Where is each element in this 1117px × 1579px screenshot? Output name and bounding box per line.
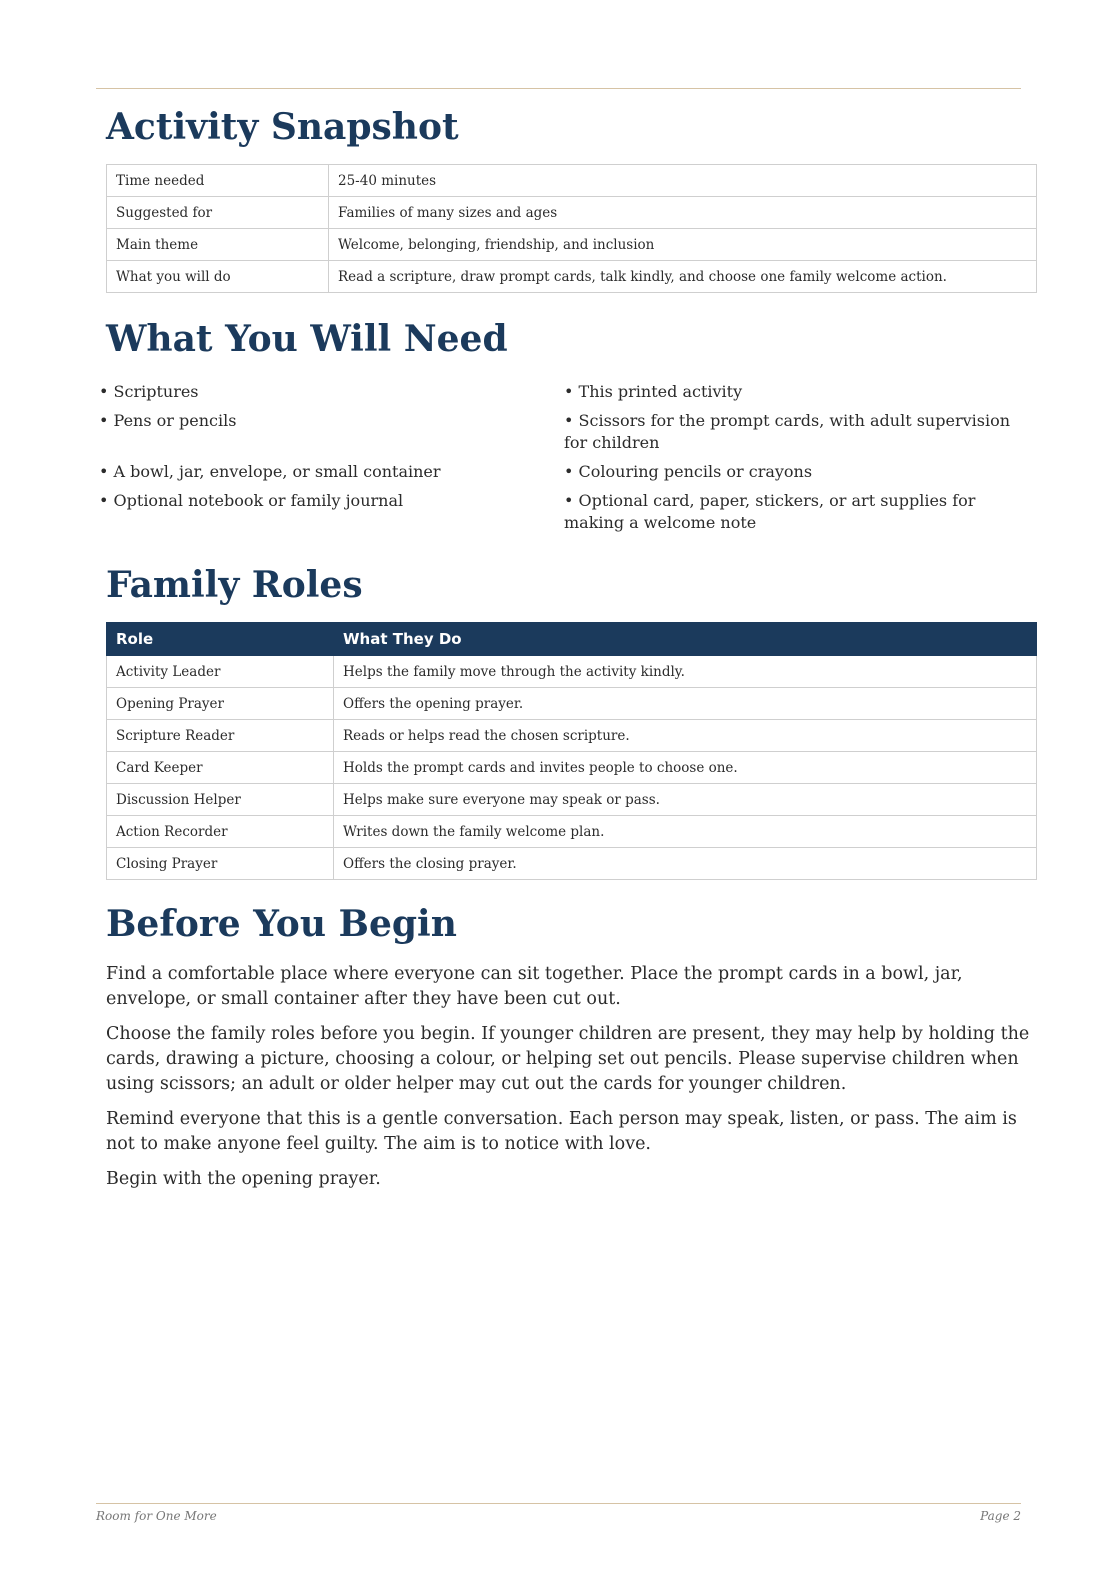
table-row (107, 229, 1037, 261)
column-header-role: Role (107, 623, 334, 656)
role-description: Offers the closing prayer. (334, 848, 1037, 880)
role-description: Holds the prompt cards and invites people to choose one. (334, 752, 1037, 784)
role-description: Helps make sure everyone may speak or pass. (334, 784, 1037, 816)
snapshot-heading: Activity Snapshot (106, 106, 459, 148)
paragraph: Begin with the opening prayer. (106, 1169, 381, 1189)
role-description: Offers the opening prayer. (334, 688, 1037, 720)
snapshot-label: Suggested for (107, 197, 329, 229)
snapshot-value: Welcome, belonging, friendship, and inclusion (329, 229, 1037, 261)
list-item: • Optional card, paper, stickers, or art supplies for making a welcome note (564, 491, 976, 532)
page-content (99, 105, 1036, 1202)
role-description: Reads or helps read the chosen scripture. (334, 720, 1037, 752)
role-description: Writes down the family welcome plan. (334, 816, 1037, 848)
list-item: • Scissors for the prompt cards, with adult supervision for children (564, 411, 1011, 452)
list-item: • Pens or pencils (99, 411, 237, 430)
role-name: Scripture Reader (107, 720, 334, 752)
roles-heading: Family Roles (106, 564, 363, 606)
role-name: Discussion Helper (107, 784, 334, 816)
snapshot-label: Main theme (107, 229, 329, 261)
role-name: Closing Prayer (107, 848, 334, 880)
list-item: • Optional notebook or family journal (99, 491, 404, 510)
role-name: Opening Prayer (107, 688, 334, 720)
page-number: Page 2 (980, 1509, 1021, 1523)
roles-table (106, 622, 1037, 880)
snapshot-value: Read a scripture, draw prompt cards, talk kindly, and choose one family welcome action. (329, 261, 1037, 293)
list-item: • Scriptures (99, 382, 199, 401)
snapshot-label: Time needed (107, 165, 329, 197)
snapshot-value: Families of many sizes and ages (329, 197, 1037, 229)
begin-text (106, 962, 1036, 1192)
need-heading: What You Will Need (106, 318, 508, 360)
table-row (107, 784, 1037, 816)
table-row (107, 261, 1037, 293)
table-row (107, 816, 1037, 848)
snapshot-table (106, 164, 1037, 293)
paragraph: Choose the family roles before you begin. If younger children are present, they may help by holding the cards, drawing a picture, choosing a colour, or helping set out pencils. Please supervise children when using scissors; an adult or older helper may cut out the cards for younger children. (106, 1024, 1030, 1094)
snapshot-value: 25-40 minutes (329, 165, 1037, 197)
table-row (107, 752, 1037, 784)
list-item: • A bowl, jar, envelope, or small container (99, 462, 441, 481)
header-rule (96, 88, 1021, 89)
role-name: Card Keeper (107, 752, 334, 784)
table-row (107, 848, 1037, 880)
role-name: Action Recorder (107, 816, 334, 848)
snapshot-label: What you will do (107, 261, 329, 293)
footer-rule (96, 1503, 1021, 1504)
table-row (107, 688, 1037, 720)
table-row (107, 656, 1037, 688)
paragraph: Find a comfortable place where everyone can sit together. Place the prompt cards in a bowl, jar, envelope, or small container after they have been cut out. (106, 964, 963, 1009)
table-row (107, 197, 1037, 229)
footer-title: Room for One More (96, 1509, 217, 1523)
table-header-row (107, 623, 1037, 656)
begin-heading: Before You Begin (106, 903, 457, 945)
list-item: • This printed activity (564, 382, 743, 401)
paragraph: Remind everyone that this is a gentle conversation. Each person may speak, listen, or pass. The aim is not to make anyone feel guilty. The aim is to notice with love. (106, 1109, 1017, 1154)
column-header-what-they-do: What They Do (334, 623, 1037, 656)
list-item: • Colouring pencils or crayons (564, 462, 813, 481)
role-name: Activity Leader (107, 656, 334, 688)
table-row (107, 165, 1037, 197)
need-list (99, 381, 1036, 541)
table-row (107, 720, 1037, 752)
role-description: Helps the family move through the activity kindly. (334, 656, 1037, 688)
